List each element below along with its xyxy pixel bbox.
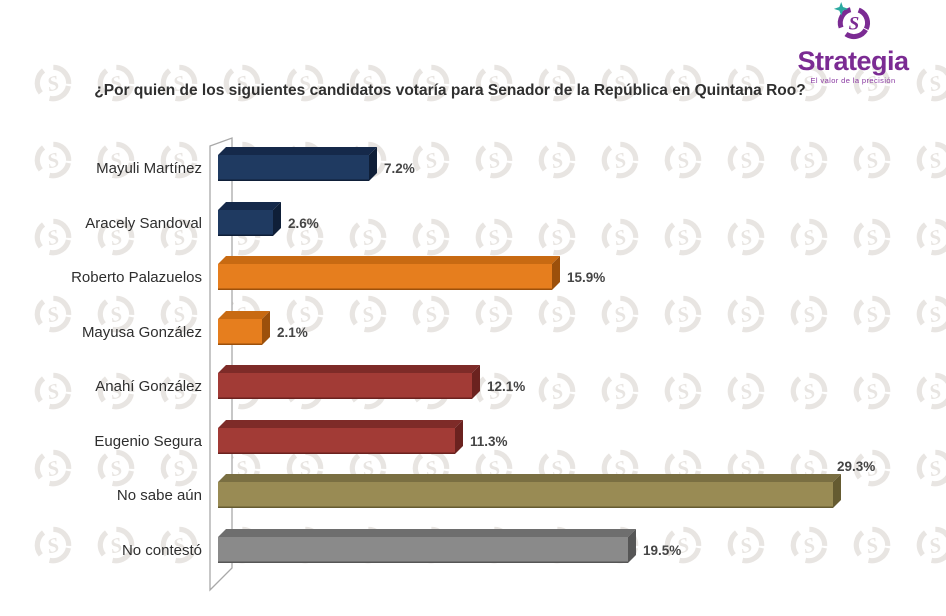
bar — [218, 482, 833, 508]
bar-row — [85, 202, 319, 236]
bar-top-face — [218, 529, 636, 537]
bar-row — [122, 529, 681, 563]
bar-value-label: 7.2% — [384, 161, 415, 176]
bar-top-face — [218, 311, 270, 319]
bar — [218, 210, 273, 236]
category-label: Eugenio Segura — [94, 433, 202, 450]
bar-row — [71, 256, 605, 290]
strategia-swirl-icon — [833, 2, 873, 42]
bar-top-face — [218, 365, 480, 373]
bar-row — [94, 420, 507, 454]
svg-text:S: S — [848, 13, 860, 35]
bar — [218, 319, 262, 345]
bar — [218, 537, 628, 563]
bar-row — [95, 365, 525, 399]
category-label: No contestó — [121, 542, 202, 559]
category-label: Mayusa González — [81, 324, 202, 341]
bar-top-face — [218, 256, 560, 264]
bar — [218, 264, 552, 290]
category-label: No sabe aún — [116, 487, 202, 504]
chart-title: ¿Por quien de los siguientes candidatos votaría para Senador de la República en Quintana Roo? — [94, 82, 806, 99]
category-label: Mayuli Martínez — [96, 160, 202, 177]
brand-tagline: El valor de la precisión — [810, 76, 896, 86]
bar-value-label: 19.5% — [643, 543, 682, 558]
category-label: Roberto Palazuelos — [71, 269, 202, 286]
bar-value-label: 15.9% — [567, 270, 606, 285]
bar-top-face — [218, 420, 463, 428]
bar-value-label: 12.1% — [487, 379, 526, 394]
bar-row — [96, 147, 415, 181]
bar — [218, 155, 369, 181]
strategia-logo — [778, 2, 928, 85]
category-label: Anahí González — [95, 378, 202, 395]
bar-value-label: 2.6% — [288, 216, 319, 231]
bar-top-face — [218, 474, 841, 482]
bar — [218, 428, 455, 454]
bar-top-face — [218, 202, 281, 210]
category-label: Aracely Sandoval — [85, 215, 202, 232]
bar-value-label: 11.3% — [470, 434, 508, 449]
bar — [218, 373, 472, 399]
bar-row — [82, 311, 308, 345]
bar-value-label: 2.1% — [277, 325, 308, 340]
bar-value-label: 29.3% — [837, 459, 876, 474]
bars-group — [71, 147, 875, 563]
brand-name: Strategia — [797, 46, 909, 76]
bar-top-face — [218, 147, 377, 155]
